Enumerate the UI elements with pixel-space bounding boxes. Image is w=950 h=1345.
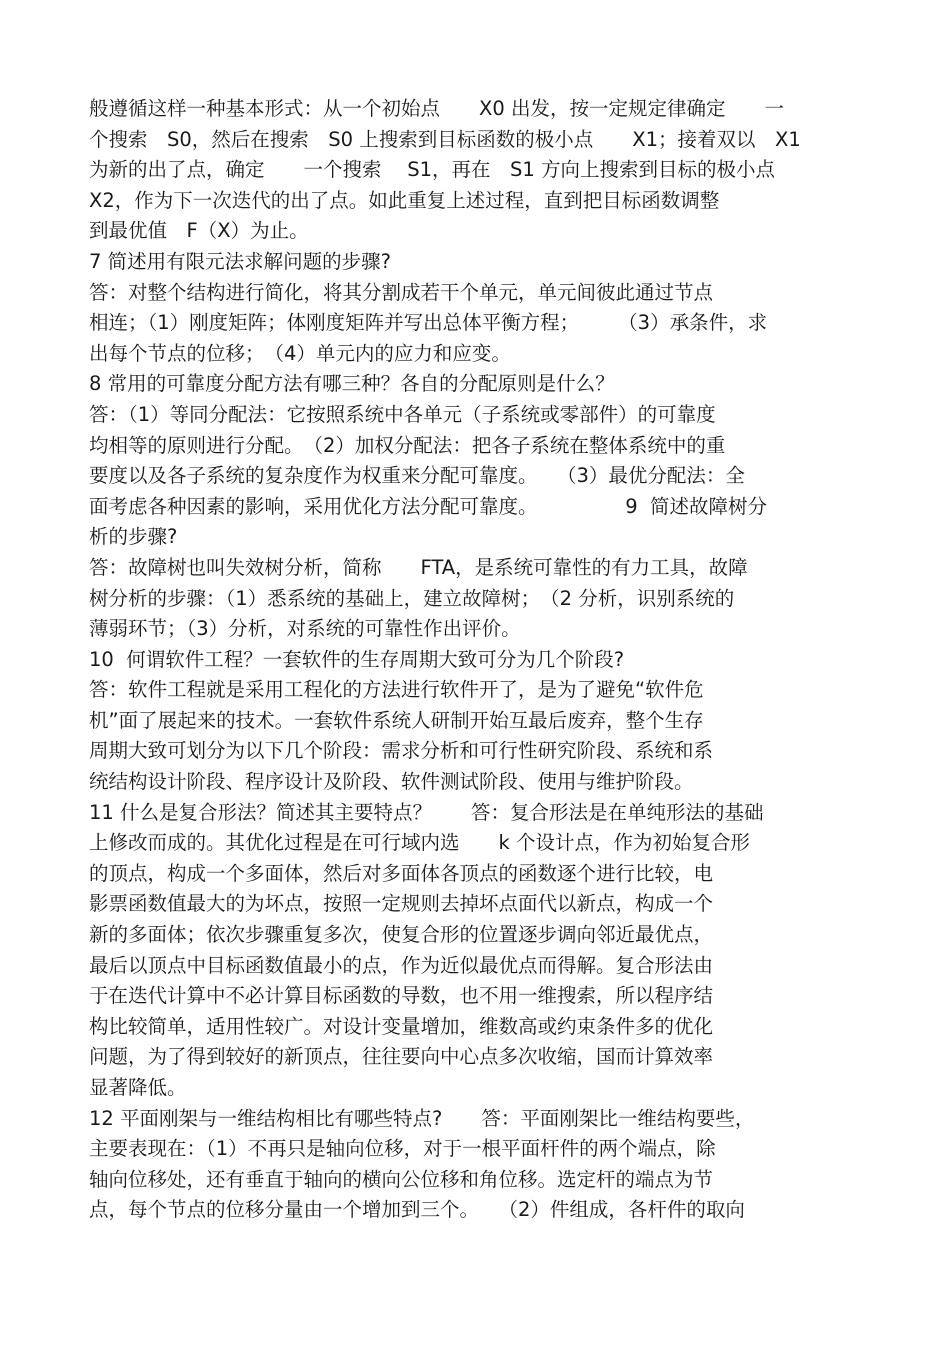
text-line: 薄弱环节；（3）分析，对系统的可靠性作出评价。 [89, 617, 521, 641]
text-line: 统结构设计阶段、程序设计及阶段、软件测试阶段、使用与维护阶段。 [89, 770, 694, 794]
text-line: 轴向位移处，还有垂直于轴向的横向公位移和角位移。选定杆的端点为节 [89, 1167, 714, 1191]
text-line: 主要表现在：（1）不再只是轴向位移，对于一根平面杆件的两个端点，除 [89, 1137, 716, 1161]
text-line: 般遵循这样一种基本形式：从一个初始点 X0 出发，按一定规定律确定 一 [89, 97, 784, 120]
text-line: 上修改而成的。其优化过程是在可行域内选 k 个设计点，作为初始复合形 [89, 831, 750, 855]
question-heading: 7 简述用有限元法求解问题的步骤? [89, 249, 391, 273]
text-line: 答：故障树也叫失效树分析，简称 FTA，是系统可靠性的有力工具，故障 [89, 555, 748, 579]
text-line: 树分析的步骤：（1）悉系统的基础上，建立故障树； （2 分析，识别系统的 [89, 586, 735, 610]
text-line: 显著降低。 [89, 1076, 187, 1099]
text-line: 答：软件工程就是采用工程化的方法进行软件开了，是为了避免“软件危 [89, 678, 704, 702]
text-line: 答：对整个结构进行简化，将其分割成若干个单元，单元间彼此通过节点 [89, 280, 714, 304]
text-line: 的顶点，构成一个多面体，然后对多面体各顶点的函数逐个进行比较，电 [89, 861, 714, 885]
text-line: 答：（1）等同分配法：它按照系统中各单元（子系统或零部件）的可靠度 [89, 402, 716, 426]
question-heading: 10 何谓软件工程？一套软件的生存周期大致可分为几个阶段? [89, 647, 625, 671]
text-line: X2，作为下一次迭代的出了点。如此重复上述过程，直到把目标函数调整 [89, 188, 720, 212]
text-line: 机”面了展起来的技术。一套软件系统人研制开始互最后废弃，整个生存 [89, 708, 704, 732]
text-line: 于在迭代计算中不必计算目标函数的导数，也不用一维搜索，所以程序结 [89, 984, 714, 1008]
text-line: 面考虑各种因素的影响，采用优化方法分配可靠度。 9 简述故障树分 [89, 494, 768, 518]
text-line: 为新的出了点，确定 一个搜索 S1，再在 S1 方向上搜索到目标的极小点 [89, 158, 775, 182]
text-line: 均相等的原则进行分配。 （2）加权分配法：把各子系统在整体系统中的重 [89, 433, 726, 457]
text-line: 到最优值 F（X）为止。 [89, 219, 309, 243]
text-line: 最后以顶点中目标函数值最小的点，作为近似最优点而得解。复合形法由 [89, 953, 714, 977]
text-line: 构比较简单，适用性较广。对设计变量增加，维数高或约束条件多的优化 [89, 1014, 714, 1038]
text-line: 个搜索 S0，然后在搜索 S0 上搜索到目标函数的极小点 X1；接着双以 X1 [89, 127, 801, 151]
text-line: 相连；（1）刚度矩阵；体刚度矩阵并写出总体平衡方程； （3）承条件，求 [89, 311, 768, 335]
text-line: 析的步骤? [89, 525, 178, 549]
question-heading: 8 常用的可靠度分配方法有哪三种？各自的分配原则是什么？ [89, 372, 615, 396]
text-line: 点，每个节点的位移分量由一个增加到三个。 （2）件组成，各杆件的取向 [89, 1198, 745, 1222]
document-body [89, 94, 869, 1226]
text-line: 周期大致可划分为以下几个阶段：需求分析和可行性研究阶段、系统和系 [89, 739, 714, 763]
text-line: 要度以及各子系统的复杂度作为权重来分配可靠度。 （3）最优分配法：全 [89, 464, 745, 488]
text-line: 问题，为了得到较好的新顶点，往往要向中心点多次收缩，国而计算效率 [89, 1045, 714, 1069]
text-line: 影票函数值最大的为坏点，按照一定规则去掉坏点面代以新点，构成一个 [89, 892, 714, 916]
text-line: 出每个节点的位移； （4）单元内的应力和应变。 [89, 341, 511, 365]
question-heading: 11 什么是复合形法？简述其主要特点？ 答：复合形法是在单纯形法的基础 [89, 800, 764, 824]
question-heading: 12 平面刚架与一维结构相比有哪些特点? 答：平面刚架比一维结构要些， [89, 1106, 755, 1130]
text-line: 新的多面体；依次步骤重复多次，使复合形的位置逐步调向邻近最优点， [89, 923, 714, 947]
